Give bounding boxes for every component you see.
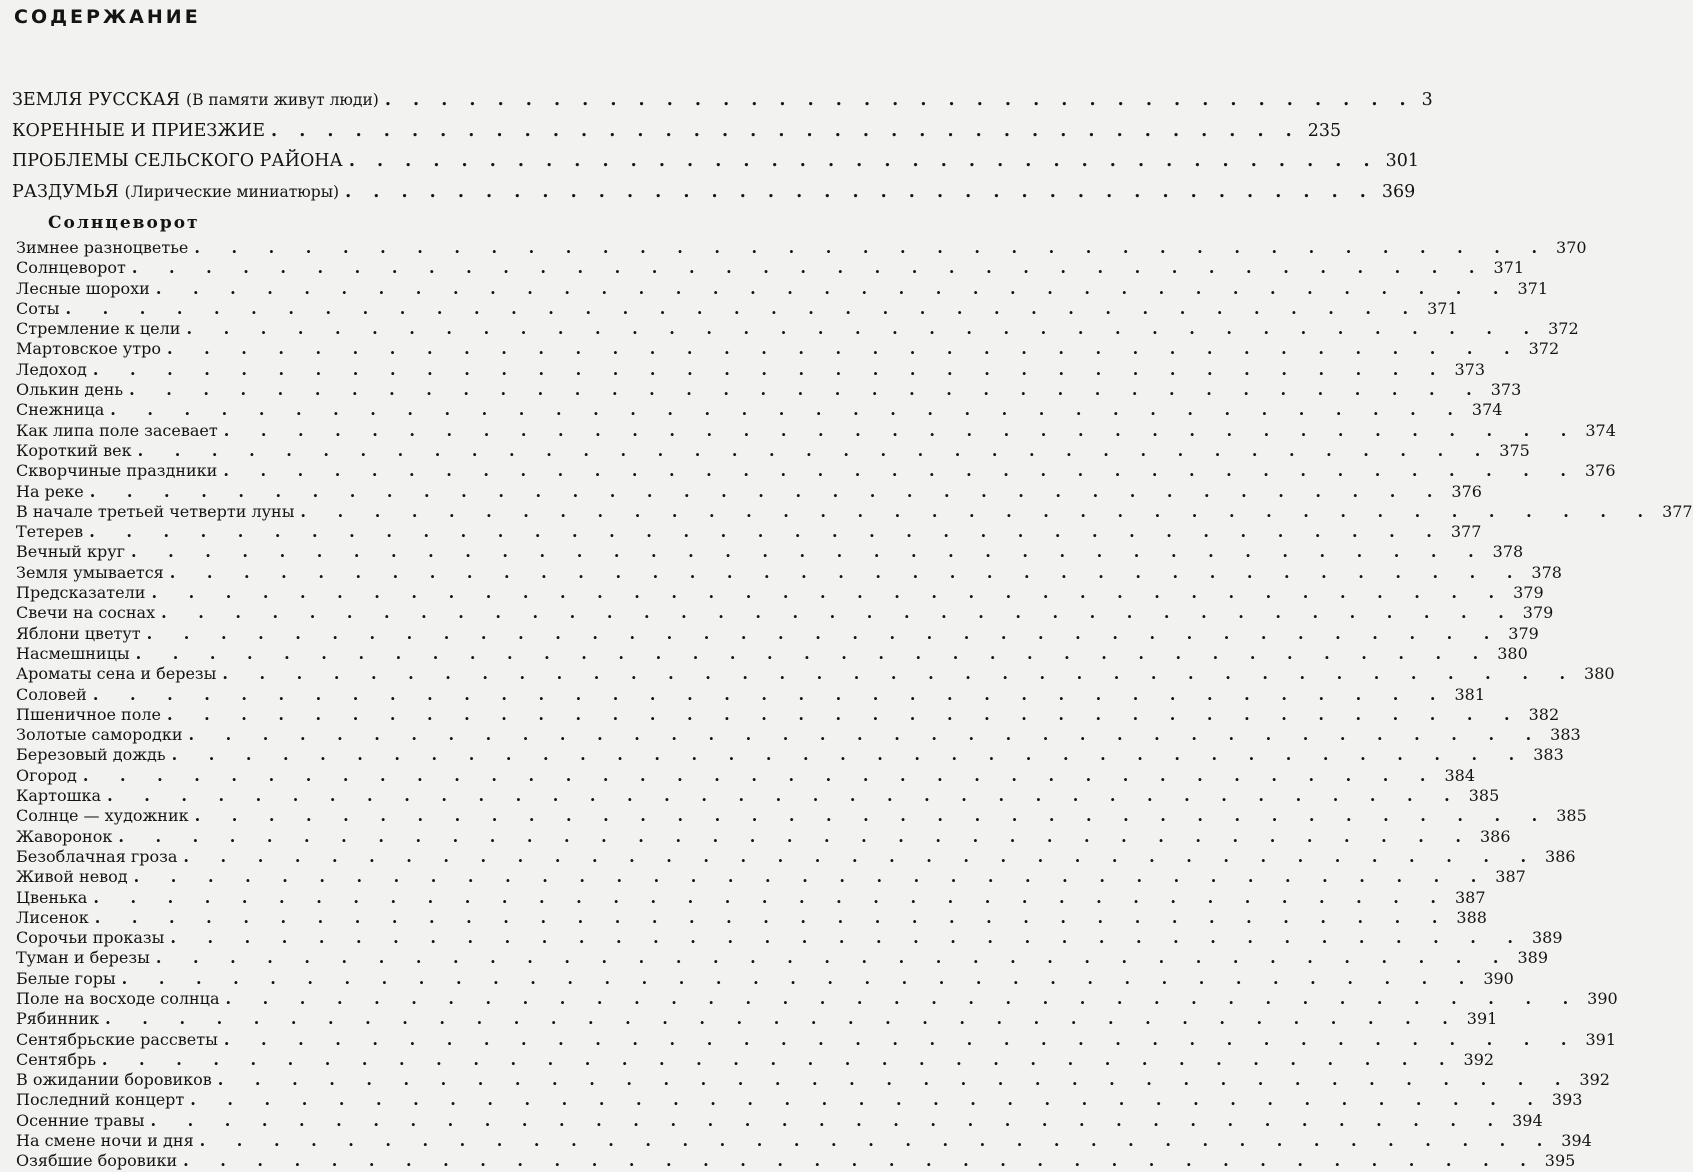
toc-entry <box>16 623 1539 644</box>
toc-entry <box>16 826 1511 847</box>
entry-page-number: 379 <box>1508 623 1539 643</box>
entry-page-number: 390 <box>1587 988 1618 1008</box>
toc-entry <box>16 1131 1592 1151</box>
leader-dots: . . . . . . . . . . . . . . . . . . . . . . . . . . . . . . . . . . . . . <box>146 623 1503 643</box>
section-subtitle: (В памяти живут люди) <box>186 91 379 109</box>
toc-entry <box>16 359 1485 380</box>
toc-entry <box>16 664 1615 684</box>
leader-dots: . . . . . . . . . . . . . . . . . . . . . . . . . . . . . . . . . . . . . <box>92 359 1449 379</box>
entry-title: Тетерев <box>16 522 84 542</box>
leader-dots: . . . . . . . . . . . . . . . . . . . . . . . . . . . . . . . . . . . . . <box>107 786 1463 806</box>
entry-title: Вечный круг <box>16 542 125 562</box>
section-entry <box>12 181 1416 213</box>
toc-entry <box>16 928 1563 948</box>
section-title: РАЗДУМЬЯ <box>12 181 119 202</box>
entry-title: Поле на восходе солнца <box>16 988 220 1008</box>
leader-dots: . . . . . . . . . . . . . . . . . . . . . . . . . . . . . . . . . . . . . <box>129 380 1485 400</box>
leader-dots: . . . . . . . . . . . . . . . . . . . . . . . . . . . . . . . . . . . . . <box>194 806 1551 826</box>
section-title: КОРЕННЫЕ И ПРИЕЗЖИЕ <box>12 120 266 141</box>
toc-entry <box>16 339 1560 359</box>
toc-entry <box>16 501 1693 522</box>
entry-page-number: 395 <box>1544 1151 1576 1171</box>
section-subtitle: (Лирические миниатюры) <box>124 182 340 201</box>
leader-dots: . . . . . . . . . . . . . . . . . . . . . . . . . . . . . . . . . . . . . <box>101 1049 1458 1069</box>
leader-dots: . . . . . . . . . . . . . . . . . . . . . . . . . . . . . . . . . . . . . <box>118 826 1474 846</box>
section-page-number: 3 <box>1421 90 1433 110</box>
leader-dots: . . . . . . . . . . . . . . . . . . . . . . . . . . . . . . . . . . . . . <box>135 643 1492 663</box>
toc-entry <box>16 1090 1583 1110</box>
toc-entry <box>16 725 1581 745</box>
leader-dots: . . . . . . . . . . . . . . . . . . . . . . . . . . . . . . . . . . . . . <box>166 704 1523 724</box>
leader-dots: . . . . . . . . . . . . . . . . . . . . . . . . . . . . . . . . . . . . . <box>171 745 1528 765</box>
entry-title: Скворчиные праздники <box>16 461 218 481</box>
toc-entry <box>16 786 1500 806</box>
leader-dots: . . . . . . . . . . . . . . . . . . . . . . . . . . . . . . . . . . . . . <box>169 562 1526 582</box>
entry-page-number: 385 <box>1468 786 1500 806</box>
leader-dots: . . . . . . . . . . . . . . . . . . . . . . . . . . . . . . . . . . . . . <box>151 583 1508 603</box>
leader-dots: . . . . . . . . . . . . . . . . . . . . . . . . . . . . . . . . . . . . . <box>166 339 1523 359</box>
leader-dots: . . . . . . . . . . . . . . . . . . . . . . . . . . . . . . . . . . . . . <box>155 948 1512 968</box>
leader-dots: . . . . . . . . . . . . . . . . . . . . . . . . . . . . . . . . . . . . . <box>186 319 1543 339</box>
entry-title: Цвенька <box>16 887 88 907</box>
entry-title: Белые горы <box>16 968 116 988</box>
entry-title: Пшеничное поле <box>16 704 161 724</box>
entry-page-number: 383 <box>1533 745 1564 765</box>
toc-entry <box>16 319 1579 339</box>
toc-entry <box>16 968 1514 989</box>
leader-dots: . . . . . . . . . . . . . . . . . . . . . . . . . . . . . . . . . . . . . <box>348 151 1378 171</box>
leader-dots: . . . . . . . . . . . . . . . . . . . . . . . . . . . . . . . . . . . . . <box>199 1131 1556 1151</box>
entry-title: В ожидании боровиков <box>16 1070 212 1090</box>
leader-dots: . . . . . . . . . . . . . . . . . . . . . . . . . . . . . . . . . . . . . <box>110 400 1466 420</box>
entry-page-number: 380 <box>1497 643 1528 663</box>
leader-dots: . . . . . . . . . . . . . . . . . . . . . . . . . . . . . . . . . . . . . <box>89 481 1446 501</box>
leader-dots: . . . . . . . . . . . . . . . . . . . . . . . . . . . . . . . . . . . . . <box>194 238 1551 257</box>
entry-page-number: 394 <box>1561 1131 1592 1151</box>
entry-page-number: 391 <box>1585 1029 1617 1049</box>
toc-entry <box>16 298 1458 319</box>
entry-title: Предсказатели <box>16 583 146 603</box>
section-list <box>12 90 1433 212</box>
leader-dots: . . . . . . . . . . . . . . . . . . . . . . . . . . . . . . . . . . . . . <box>121 968 1478 988</box>
leader-dots: . . . . . . . . . . . . . . . . . . . . . . . . . . . . . . . . . . . . . <box>223 1029 1580 1049</box>
toc-entry <box>16 461 1616 481</box>
entry-title: Лесные шорохи <box>16 278 150 298</box>
entry-title: Солнцеворот <box>16 258 126 278</box>
toc-entry <box>16 1070 1610 1090</box>
leader-dots: . . . . . . . . . . . . . . . . . . . . . . . . . . . . . . . . . . . . . <box>170 928 1526 948</box>
entry-title: Сорочьи проказы <box>16 928 165 948</box>
entry-page-number: 371 <box>1427 298 1458 318</box>
entry-page-number: 392 <box>1463 1049 1495 1069</box>
entry-title: Мартовское утро <box>16 339 161 359</box>
entry-page-number: 389 <box>1517 948 1549 968</box>
toc-entry <box>16 522 1482 542</box>
leader-dots: . . . . . . . . . . . . . . . . . . . . . . . . . . . . . . . . . . . . . <box>161 603 1517 623</box>
entry-page-number: 387 <box>1454 887 1486 907</box>
toc-entry <box>16 603 1554 623</box>
entry-page-number: 383 <box>1550 725 1581 745</box>
leader-dots: . . . . . . . . . . . . . . . . . . . . . . . . . . . . . . . . . . . . . <box>150 1110 1507 1130</box>
toc-entry <box>16 238 1587 258</box>
entry-page-number: 379 <box>1522 603 1554 623</box>
leader-dots: . . . . . . . . . . . . . . . . . . . . . . . . . . . . . . . . . . . . . <box>137 440 1494 460</box>
toc-entry <box>16 1151 1576 1171</box>
leader-dots: . . . . . . . . . . . . . . . . . . . . . . . . . . . . . . . . . . . . . <box>384 90 1414 110</box>
toc-entry <box>16 562 1562 583</box>
toc-entry <box>16 380 1522 400</box>
entry-title: Ароматы сена и березы <box>16 664 217 684</box>
entry-title: Золотые самородки <box>16 725 183 745</box>
entry-title: Березовый дождь <box>16 745 166 765</box>
toc-entry <box>16 278 1548 299</box>
entry-page-number: 380 <box>1584 664 1615 684</box>
entry-title: Озябшие боровики <box>16 1151 178 1171</box>
entry-title: На реке <box>16 481 84 501</box>
toc-entry <box>16 420 1616 441</box>
entry-title: Насмешницы <box>16 643 130 663</box>
entry-page-number: 390 <box>1483 968 1514 988</box>
leader-dots: . . . . . . . . . . . . . . . . . . . . . . . . . . . . . . . . . . . . . <box>89 522 1445 542</box>
toc-entry <box>16 1029 1617 1050</box>
entry-page-number: 378 <box>1531 562 1562 582</box>
entry-page-number: 381 <box>1454 684 1485 704</box>
entry-title: Последний концерт <box>16 1090 185 1110</box>
toc-entry <box>16 440 1530 461</box>
leader-dots: . . . . . . . . . . . . . . . . . . . . . . . . . . . . . . . . . . . . . <box>300 501 1657 521</box>
entry-page-number: 385 <box>1556 806 1587 826</box>
leader-dots: . . . . . . . . . . . . . . . . . . . . . . . . . . . . . . . . . . . . . <box>217 1070 1574 1090</box>
toc-entry <box>16 1049 1495 1070</box>
leader-dots: . . . . . . . . . . . . . . . . . . . . . . . . . . . . . . . . . . . . . <box>222 664 1579 684</box>
entry-title: Сентябрь <box>16 1049 96 1069</box>
entry-page-number: 391 <box>1466 1009 1498 1029</box>
section-page-number: 235 <box>1307 120 1342 141</box>
toc-entry <box>16 887 1486 908</box>
entry-title: Зимнее разноцветье <box>16 238 189 257</box>
entry-title: Как липа поле засевает <box>16 420 218 440</box>
leader-dots: . . . . . . . . . . . . . . . . . . . . . . . . . . . . . . . . . . . . . <box>223 461 1579 481</box>
section-title: ПРОБЛЕМЫ СЕЛЬСКОГО РАЙОНА <box>12 151 343 171</box>
entry-page-number: 374 <box>1585 420 1616 440</box>
section-title: ЗЕМЛЯ РУССКАЯ <box>12 90 181 110</box>
entry-page-number: 376 <box>1451 481 1482 501</box>
leader-dots: . . . . . . . . . . . . . . . . . . . . . . . . . . . . . . . . . . . . . <box>65 298 1422 318</box>
entry-page-number: 387 <box>1495 867 1526 887</box>
toc-entry <box>16 948 1549 968</box>
entry-page-number: 371 <box>1493 258 1525 278</box>
toc-entry <box>16 806 1587 826</box>
entry-page-number: 379 <box>1513 583 1544 603</box>
entry-title: Туман и березы <box>16 948 150 968</box>
page-heading: СОДЕРЖАНИЕ <box>14 6 201 28</box>
toc-entry <box>16 1009 1498 1029</box>
entry-title: Безоблачная гроза <box>16 846 178 866</box>
entry-page-number: 389 <box>1531 928 1563 948</box>
leader-dots: . . . . . . . . . . . . . . . . . . . . . . . . . . . . . . . . . . . . . <box>225 988 1582 1008</box>
toc-entry <box>16 867 1526 887</box>
leader-dots: . . . . . . . . . . . . . . . . . . . . . . . . . . . . . . . . . . . . . <box>82 765 1439 785</box>
entry-page-number: 372 <box>1548 319 1579 339</box>
leader-dots: . . . . . . . . . . . . . . . . . . . . . . . . . . . . . . . . . . . . . <box>131 542 1487 562</box>
entry-page-number: 371 <box>1517 278 1548 298</box>
leader-dots: . . . . . . . . . . . . . . . . . . . . . . . . . . . . . . . . . . . . . <box>345 181 1374 202</box>
leader-dots: . . . . . . . . . . . . . . . . . . . . . . . . . . . . . . . . . . . . . <box>105 1009 1461 1029</box>
entry-title: Соты <box>16 298 60 318</box>
leader-dots: . . . . . . . . . . . . . . . . . . . . . . . . . . . . . . . . . . . . . <box>92 684 1449 704</box>
entry-page-number: 377 <box>1662 501 1693 521</box>
entry-title: Свечи на соснах <box>16 603 156 623</box>
entry-page-number: 376 <box>1584 461 1616 481</box>
leader-dots: . . . . . . . . . . . . . . . . . . . . . . . . . . . . . . . . . . . . . <box>93 887 1449 907</box>
toc-entry <box>16 907 1487 928</box>
entry-page-number: 373 <box>1454 359 1485 379</box>
entry-title: На смене ночи и дня <box>16 1131 194 1151</box>
toc-entry <box>16 1110 1543 1131</box>
toc-entry <box>16 704 1560 725</box>
section-entry <box>12 151 1419 182</box>
section-entry <box>12 90 1433 121</box>
entry-title: Земля умывается <box>16 562 164 582</box>
entry-title: Стремление к цели <box>16 319 181 339</box>
entry-title: Соловей <box>16 684 87 704</box>
entry-page-number: 392 <box>1579 1070 1610 1090</box>
toc-entry <box>16 765 1476 786</box>
entry-title: Осенние травы <box>16 1110 145 1130</box>
entry-page-number: 377 <box>1450 522 1482 542</box>
entry-title: Короткий век <box>16 440 132 460</box>
leader-dots: . . . . . . . . . . . . . . . . . . . . . . . . . . . . . . . . . . . . . <box>271 120 1300 141</box>
entry-page-number: 373 <box>1490 380 1522 400</box>
entry-title: Рябинник <box>16 1009 100 1029</box>
toc-entry <box>16 481 1482 502</box>
entry-title: Сентябрьские рассветы <box>16 1029 218 1049</box>
entry-title: Живой невод <box>16 867 128 887</box>
entry-page-number: 382 <box>1528 704 1560 724</box>
leader-dots: . . . . . . . . . . . . . . . . . . . . . . . . . . . . . . . . . . . . . <box>155 278 1512 298</box>
leader-dots: . . . . . . . . . . . . . . . . . . . . . . . . . . . . . . . . . . . . . <box>94 907 1451 927</box>
toc-entry <box>16 846 1576 867</box>
leader-dots: . . . . . . . . . . . . . . . . . . . . . . . . . . . . . . . . . . . . . <box>223 420 1580 440</box>
entry-title: В начале третьей четверти луны <box>16 501 295 521</box>
entry-title: Лисенок <box>16 907 89 927</box>
entry-title: Яблони цветут <box>16 623 141 643</box>
leader-dots: . . . . . . . . . . . . . . . . . . . . . . . . . . . . . . . . . . . . . <box>131 258 1488 278</box>
toc-entry <box>16 988 1618 1009</box>
toc-entry <box>16 258 1525 278</box>
section-entry <box>12 120 1342 152</box>
entry-title: Картошка <box>16 786 102 806</box>
entry-page-number: 374 <box>1471 400 1503 420</box>
toc-entry <box>16 400 1503 420</box>
entry-page-number: 384 <box>1444 765 1476 785</box>
leader-dots: . . . . . . . . . . . . . . . . . . . . . . . . . . . . . . . . . . . . . <box>183 1151 1539 1171</box>
entry-page-number: 375 <box>1499 440 1530 460</box>
leader-dots: . . . . . . . . . . . . . . . . . . . . . . . . . . . . . . . . . . . . . <box>133 867 1490 887</box>
toc-list <box>16 238 1693 1172</box>
entry-page-number: 393 <box>1551 1090 1583 1110</box>
leader-dots: . . . . . . . . . . . . . . . . . . . . . . . . . . . . . . . . . . . . . <box>183 846 1540 866</box>
section-page-number: 369 <box>1381 181 1416 202</box>
entry-page-number: 388 <box>1456 907 1487 927</box>
toc-entry <box>16 684 1485 705</box>
toc-entry <box>16 583 1544 603</box>
entry-title: Жаворонок <box>16 826 113 846</box>
entry-page-number: 378 <box>1492 542 1524 562</box>
entry-page-number: 386 <box>1479 826 1511 846</box>
leader-dots: . . . . . . . . . . . . . . . . . . . . . . . . . . . . . . . . . . . . . <box>190 1090 1546 1110</box>
entry-page-number: 386 <box>1545 846 1576 866</box>
toc-entry <box>16 643 1528 664</box>
entry-title: Огород <box>16 765 77 785</box>
toc-entry <box>16 542 1524 562</box>
entry-page-number: 372 <box>1528 339 1560 359</box>
toc-entry <box>16 745 1564 765</box>
entry-title: Снежница <box>16 400 105 420</box>
entry-page-number: 394 <box>1512 1110 1543 1130</box>
chapter-subheading: Солнцеворот <box>48 213 200 233</box>
entry-title: Ледоход <box>16 359 87 379</box>
entry-title: Солнце — художник <box>16 806 189 826</box>
leader-dots: . . . . . . . . . . . . . . . . . . . . . . . . . . . . . . . . . . . . . <box>188 725 1545 745</box>
entry-title: Олькин день <box>16 380 124 400</box>
entry-page-number: 370 <box>1556 238 1587 257</box>
section-page-number: 301 <box>1385 151 1419 171</box>
